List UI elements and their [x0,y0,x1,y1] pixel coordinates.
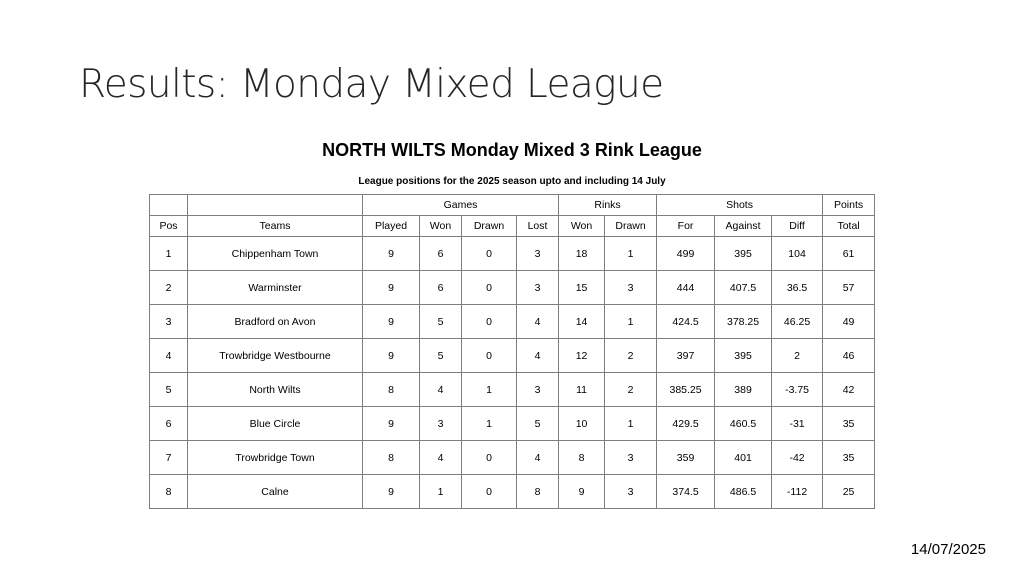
table-cell: Warminster [188,271,363,305]
column-header: For [657,216,715,237]
table-row [150,475,875,509]
column-header: Lost [517,216,559,237]
table-cell: 3 [517,237,559,271]
group-header-games: Games [363,195,559,216]
table-cell: 49 [823,305,875,339]
table-cell: Trowbridge Town [188,441,363,475]
table-row [150,237,875,271]
table-cell: 18 [559,237,605,271]
table-cell: -112 [772,475,823,509]
table-cell: 3 [517,271,559,305]
table-cell: 395 [715,339,772,373]
table-cell: 395 [715,237,772,271]
table-cell: 12 [559,339,605,373]
table-cell: 15 [559,271,605,305]
column-header: Drawn [605,216,657,237]
table-cell: -3.75 [772,373,823,407]
table-cell: 9 [363,271,420,305]
table-cell: 5 [420,339,462,373]
table-cell: 401 [715,441,772,475]
column-header: Teams [188,216,363,237]
table-cell: 1 [420,475,462,509]
group-header-blank [188,195,363,216]
table-cell: 57 [823,271,875,305]
table-cell: 7 [150,441,188,475]
table-cell: 0 [462,271,517,305]
column-header: Won [420,216,462,237]
table-cell: 5 [420,305,462,339]
table-cell: 42 [823,373,875,407]
table-cell: Chippenham Town [188,237,363,271]
table-cell: 3 [605,271,657,305]
table-cell: 3 [605,475,657,509]
table-cell: 4 [517,305,559,339]
table-cell: 35 [823,441,875,475]
table-row [150,339,875,373]
table-cell: 0 [462,441,517,475]
table-row [150,441,875,475]
table-cell: 378.25 [715,305,772,339]
table-cell: 14 [559,305,605,339]
table-row [150,373,875,407]
table-cell: 499 [657,237,715,271]
table-cell: 1 [605,407,657,441]
table-cell: 8 [150,475,188,509]
table-cell: 1 [150,237,188,271]
table-cell: 0 [462,305,517,339]
column-header: Total [823,216,875,237]
column-header: Drawn [462,216,517,237]
table-row [150,305,875,339]
table-cell: 2 [605,373,657,407]
column-header: Pos [150,216,188,237]
table-cell: 4 [150,339,188,373]
table-cell: 0 [462,237,517,271]
table-cell: 4 [517,441,559,475]
table-cell: 2 [605,339,657,373]
column-header: Diff [772,216,823,237]
table-cell: 3 [517,373,559,407]
table-cell: 407.5 [715,271,772,305]
table-cell: 4 [420,373,462,407]
column-header: Played [363,216,420,237]
table-cell: 385.25 [657,373,715,407]
league-heading: NORTH WILTS Monday Mixed 3 Rink League [322,140,702,160]
table-cell: 1 [605,305,657,339]
table-cell: 25 [823,475,875,509]
column-header-row [150,216,875,237]
table-cell: 3 [150,305,188,339]
table-cell: 46 [823,339,875,373]
slide-title: Results: Monday Mixed League [79,62,664,107]
table-cell: 6 [150,407,188,441]
table-cell: 2 [772,339,823,373]
table-cell: Blue Circle [188,407,363,441]
table-cell: 35 [823,407,875,441]
table-cell: 3 [420,407,462,441]
slide-date: 14/07/2025 [910,541,986,558]
column-header: Won [559,216,605,237]
table-cell: 359 [657,441,715,475]
table-cell: 9 [363,407,420,441]
group-header-points: Points [823,195,875,216]
table-cell: 389 [715,373,772,407]
table-cell: 0 [462,475,517,509]
table-cell: 5 [517,407,559,441]
table-cell: 8 [363,441,420,475]
table-row [150,407,875,441]
table-cell: 10 [559,407,605,441]
league-table [149,194,875,509]
table-cell: 61 [823,237,875,271]
table-cell: 486.5 [715,475,772,509]
table-cell: -42 [772,441,823,475]
table-cell: 424.5 [657,305,715,339]
table-cell: 374.5 [657,475,715,509]
table-cell: Bradford on Avon [188,305,363,339]
group-header-row [150,195,875,216]
league-subheading: League positions for the 2025 season upto and including 14 July [358,176,666,187]
table-cell: 36.5 [772,271,823,305]
table-cell: 460.5 [715,407,772,441]
table-cell: Calne [188,475,363,509]
table-cell: 8 [363,373,420,407]
table-cell: 1 [462,373,517,407]
table-cell: -31 [772,407,823,441]
table-cell: 9 [363,237,420,271]
table-cell: Trowbridge Westbourne [188,339,363,373]
group-header-rinks: Rinks [559,195,657,216]
table-cell: 4 [517,339,559,373]
column-header: Against [715,216,772,237]
group-header-blank [150,195,188,216]
table-cell: 9 [363,305,420,339]
group-header-shots: Shots [657,195,823,216]
table-cell: 11 [559,373,605,407]
table-cell: 0 [462,339,517,373]
table-cell: 444 [657,271,715,305]
table-cell: 397 [657,339,715,373]
table-cell: 6 [420,237,462,271]
table-cell: North Wilts [188,373,363,407]
table-cell: 1 [462,407,517,441]
table-cell: 46.25 [772,305,823,339]
table-row [150,271,875,305]
table-cell: 2 [150,271,188,305]
table-cell: 8 [517,475,559,509]
table-cell: 8 [559,441,605,475]
table-cell: 9 [363,339,420,373]
table-cell: 5 [150,373,188,407]
table-cell: 6 [420,271,462,305]
table-cell: 9 [363,475,420,509]
table-cell: 3 [605,441,657,475]
table-cell: 429.5 [657,407,715,441]
table-cell: 104 [772,237,823,271]
table-cell: 9 [559,475,605,509]
table-cell: 1 [605,237,657,271]
table-cell: 4 [420,441,462,475]
